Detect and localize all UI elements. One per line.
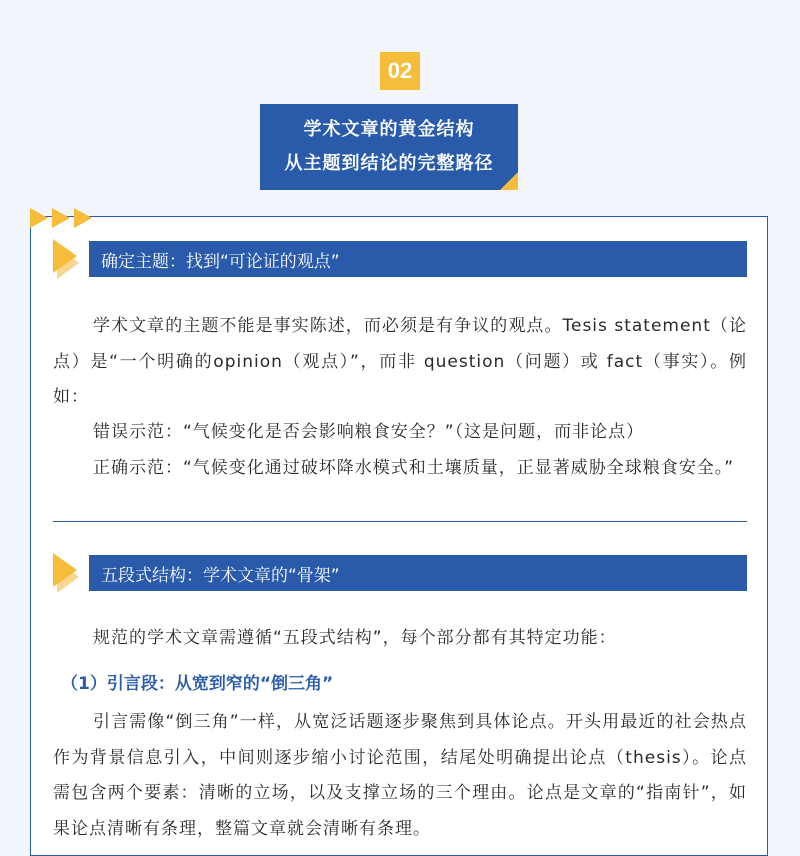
section-heading-structure — [53, 555, 747, 591]
play-triangle-icon — [53, 235, 87, 281]
structure-intro: 规范的学术文章需遵循“五段式结构”，每个部分都有其特定功能： — [93, 628, 617, 648]
content-card — [30, 216, 768, 856]
play-triangle-icon — [53, 549, 87, 595]
correct-example: 正确示范：“气候变化通过破坏降水模式和土壤质量，正显著威胁全球粮食安全。” — [93, 458, 735, 478]
section-title-line-1: 学术文章的黄金结构 — [303, 119, 475, 140]
topic-paragraph: 学术文章的主题不能是事实陈述，而必须是有争议的观点。Tesis statement（论点）是“一个明确的opinion（观点）”，而非 question（问题）或 fact（事实）。例如： — [53, 316, 747, 407]
section-heading-label: 五段式结构：学术文章的“骨架” — [89, 555, 747, 591]
section-heading-topic — [53, 241, 747, 277]
title-corner-decoration — [500, 172, 518, 190]
section-divider — [53, 521, 747, 522]
section-title-box — [260, 104, 518, 190]
intro-paragraph-body: 引言需像“倒三角”一样，从宽泛话题逐步聚焦到具体论点。开头用最近的社会热点作为背景信息引入，中间则逐步缩小讨论范围，结尾处明确提出论点（thesis）。论点需包含两个要素：清晰的立场，以及支撑立场的三个理由。论点是文章的“指南针”，如果论点清晰有条理，整篇文章就会清晰有条理。 — [53, 712, 747, 839]
section-number-badge: 02 — [380, 52, 420, 90]
section-title-line-2: 从主题到结论的完整路径 — [284, 153, 494, 174]
section-heading-label: 确定主题：找到“可论证的观点” — [89, 241, 747, 277]
triple-arrow-decoration — [30, 208, 100, 230]
wrong-example: 错误示范：“气候变化是否会影响粮食安全？”（这是问题，而非论点） — [93, 422, 645, 442]
intro-paragraph-subheading: （1）引言段：从宽到窄的“倒三角” — [61, 674, 334, 694]
